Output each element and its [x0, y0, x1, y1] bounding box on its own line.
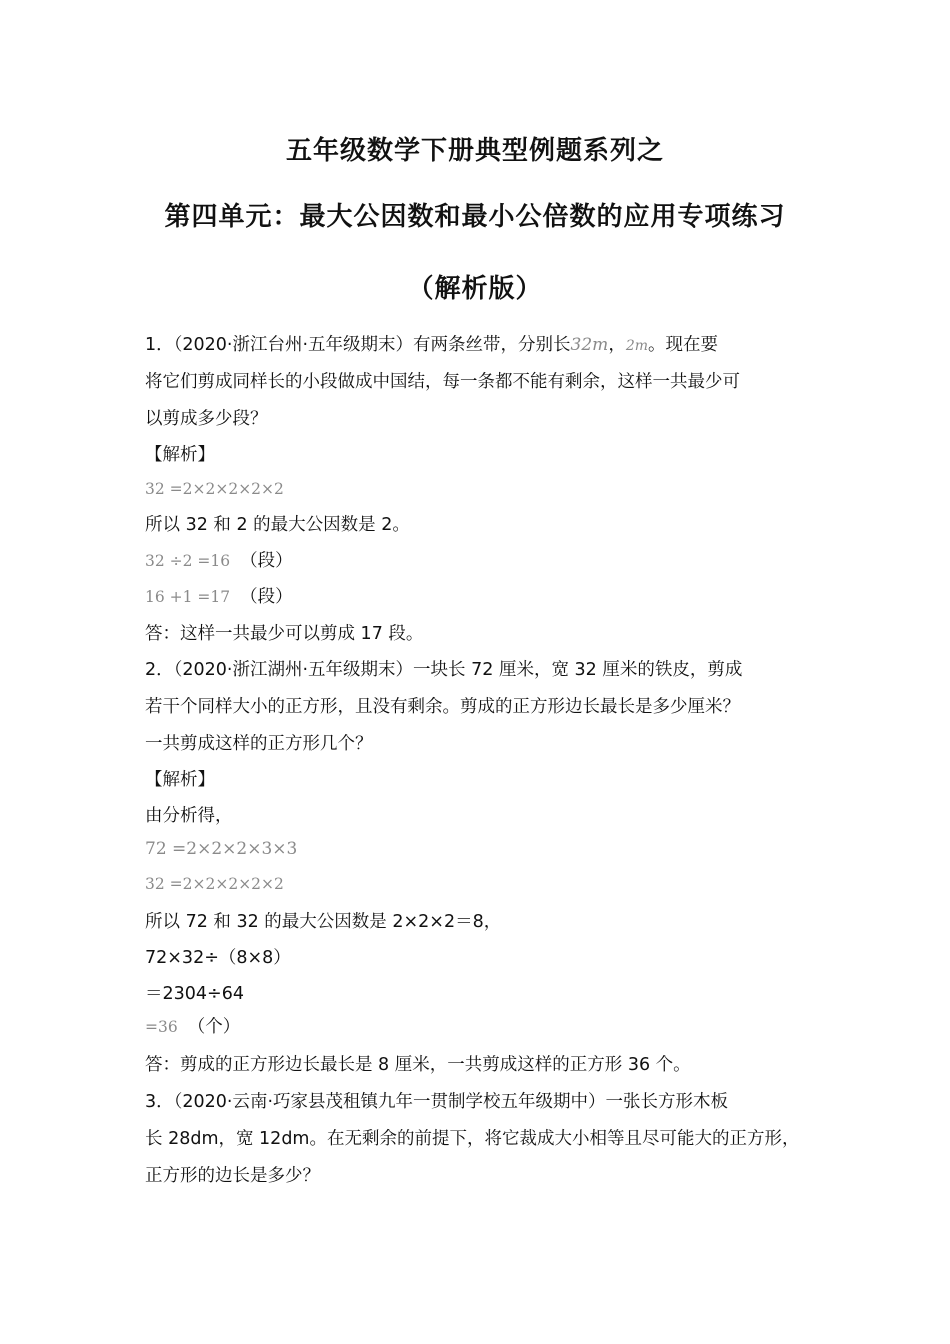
q2-calc-3 [145, 1015, 240, 1039]
q1-calc-1-expr: 32 ÷2 =16 [145, 552, 231, 570]
q2-line-2: 若干个同样大小的正方形，且没有剩余。剪成的正方形边长最长是多少厘米？ [145, 697, 740, 717]
q1-line-1 [145, 333, 718, 358]
q1-calc-2 [145, 585, 293, 609]
q1-factorization: 32 =2×2×2×2×2 [145, 480, 284, 498]
q1-analysis-label: 【解析】 [145, 445, 215, 465]
q1-length-2: 2m [625, 338, 648, 354]
q1-calc-2-expr: 16 +1 =17 [145, 588, 231, 606]
q1-line-3: 以剪成多少段？ [145, 409, 268, 429]
q3-line-3: 正方形的边长是多少？ [145, 1166, 320, 1186]
q2-line-1: 2．（2020·浙江湖州·五年级期末）一块长 72 厘米，宽 32 厘米的铁皮，剪成 [145, 660, 743, 680]
q2-calc-2: ＝2304÷64 [145, 984, 244, 1004]
q1-separator: ， [608, 335, 626, 355]
q2-calc-3-unit: （个） [187, 1017, 241, 1037]
q2-gcd-text: 所以 72 和 32 的最大公因数是 2×2×2＝8， [145, 912, 502, 932]
q2-analysis-label: 【解析】 [145, 770, 215, 790]
q1-calc-2-unit: （段） [240, 587, 293, 607]
q2-line-3: 一共剪成这样的正方形几个？ [145, 734, 373, 754]
q1-calc-1-unit: （段） [240, 551, 293, 571]
title-line-2: 第四单元：最大公因数和最小公倍数的应用专项练习 [164, 202, 786, 232]
q3-line-1: 3．（2020·云南·巧家县茂租镇九年一贯制学校五年级期中）一张长方形木板 [145, 1092, 729, 1112]
q1-length-1: 32m [570, 335, 609, 355]
q2-factorization-72: 72 =2×2×2×3×3 [145, 839, 298, 859]
q1-answer: 答：这样一共最少可以剪成 17 段。 [145, 624, 424, 644]
q2-calc-3-expr: =36 [145, 1018, 178, 1036]
title-line-1: 五年级数学下册典型例题系列之 [285, 136, 664, 166]
q2-intro: 由分析得， [145, 806, 233, 826]
title-line-3: （解析版） [407, 274, 543, 304]
q1-line-2: 将它们剪成同样长的小段做成中国结，每一条都不能有剩余，这样一共最少可 [145, 372, 740, 392]
q3-line-2: 长 28dm，宽 12dm。在无剩余的前提下，将它裁成大小相等且尽可能大的正方形， [145, 1129, 800, 1149]
q1-prefix: 1．（2020·浙江台州·五年级期末）有两条丝带，分别长 [145, 335, 571, 355]
q1-suffix: 。现在要 [648, 335, 718, 355]
q1-gcd-text: 所以 32 和 2 的最大公因数是 2。 [145, 515, 410, 535]
q1-calc-1 [145, 549, 293, 573]
q2-calc-1: 72×32÷（8×8） [145, 948, 291, 968]
q2-factorization-32: 32 =2×2×2×2×2 [145, 875, 284, 893]
q2-answer: 答：剪成的正方形边长最长是 8 厘米，一共剪成这样的正方形 36 个。 [145, 1055, 691, 1075]
